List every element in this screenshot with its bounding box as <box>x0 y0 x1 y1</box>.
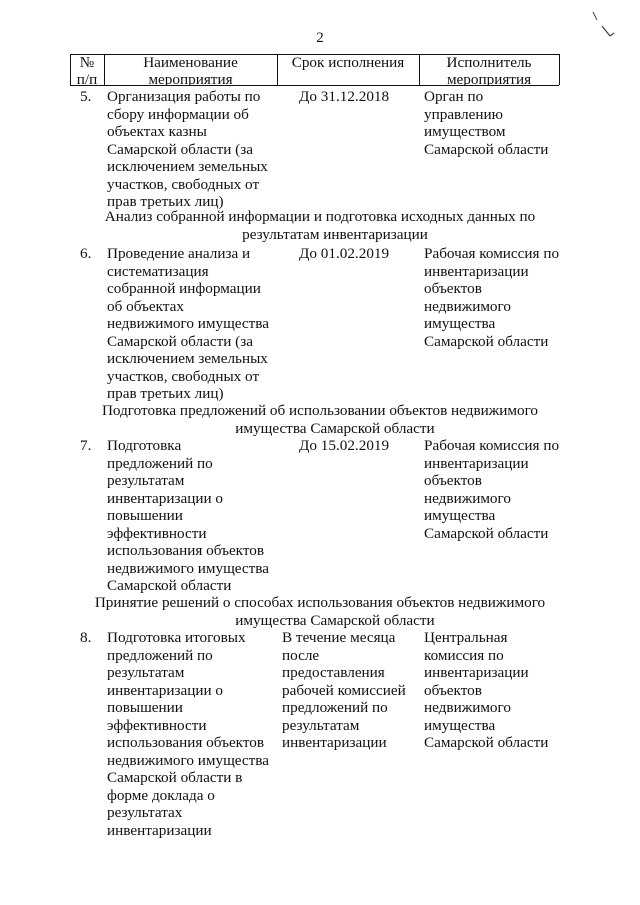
executor-line: инвентаризации <box>424 454 529 472</box>
executor-line: Самарской области <box>424 524 549 542</box>
activity-line: инвентаризации <box>107 821 212 839</box>
executor-line: инвентаризации <box>424 262 529 280</box>
activity-line: исключением земельных <box>107 158 268 175</box>
activity-line: результатах <box>107 804 183 821</box>
header-number-line: № <box>79 54 95 71</box>
activity-line: инвентаризации о <box>107 489 224 507</box>
deadline-line: результатам <box>282 716 360 734</box>
activity-line: об объектах <box>107 297 184 315</box>
row-number: 7. <box>80 437 92 454</box>
row-executor <box>424 245 569 350</box>
activity-line: Самарской области в <box>107 769 243 786</box>
section-heading-line: Принятие решений о способах использования объектов недвижимого <box>94 594 546 611</box>
section-heading <box>0 594 640 629</box>
executor-line: управлению <box>424 105 503 123</box>
executor-line: имущества <box>424 716 496 734</box>
row-activity <box>107 437 277 595</box>
activity-line: Самарской области (за <box>107 140 253 158</box>
activity-line: прав третьих лиц) <box>107 193 224 210</box>
deadline-line: инвентаризации <box>282 734 387 751</box>
header-number-cell <box>70 54 104 86</box>
section-heading-line: Подготовка предложений об использовании объектов недвижимого <box>101 402 539 419</box>
row-activity <box>107 245 277 403</box>
row-executor <box>424 437 569 542</box>
executor-line: Рабочая комиссия по <box>424 245 560 262</box>
page-number: 2 <box>316 30 324 46</box>
executor-line: объектов <box>424 280 482 297</box>
header-term-cell <box>277 54 419 86</box>
row-deadline <box>299 245 439 263</box>
row-number: 5. <box>80 88 92 105</box>
row-deadline <box>299 437 439 455</box>
activity-line: объектах казны <box>107 123 207 140</box>
activity-line: исключением земельных <box>107 350 268 367</box>
activity-line: участков, свободных от <box>107 367 260 385</box>
executor-line: имущества <box>424 507 496 524</box>
row-number: 6. <box>80 245 92 262</box>
header-executor-line: Исполнитель <box>446 54 532 71</box>
row-number: 8. <box>80 629 92 646</box>
section-heading-line: Анализ собранной информации и подготовка исходных данных по <box>104 208 536 225</box>
row-activity <box>107 88 277 211</box>
executor-line: объектов <box>424 472 482 489</box>
section-heading <box>0 208 640 243</box>
activity-line: эффективности <box>107 716 207 734</box>
activity-line: Проведение анализа и <box>107 245 251 262</box>
activity-line: участков, свободных от <box>107 175 260 193</box>
row-executor <box>424 88 569 158</box>
executor-line: Самарской области <box>424 140 549 158</box>
header-executor-cell <box>419 54 559 86</box>
section-heading-line: результатам инвентаризации <box>242 225 428 243</box>
table-header <box>70 54 560 86</box>
activity-line: повышении <box>107 507 183 524</box>
activity-line: результатам <box>107 664 185 681</box>
deadline-line: До 31.12.2018 <box>299 88 390 105</box>
activity-line: систематизация <box>107 262 209 280</box>
deadline-line: До 01.02.2019 <box>299 245 390 262</box>
activity-line: инвентаризации о <box>107 681 224 699</box>
executor-line: Самарской области <box>424 332 549 350</box>
deadline-line: В течение месяца <box>282 629 396 646</box>
row-executor <box>424 629 569 752</box>
executor-line: инвентаризации <box>424 664 529 681</box>
header-name-cell <box>104 54 277 86</box>
row-deadline <box>282 629 422 752</box>
header-executor-line: мероприятия <box>446 71 532 86</box>
header-name-line: Наименование <box>143 54 238 71</box>
deadline-line: после <box>282 646 320 664</box>
activity-line: недвижимого имущества <box>107 315 269 332</box>
executor-line: Центральная <box>424 629 508 646</box>
activity-line: результатам <box>107 472 185 489</box>
activity-line: повышении <box>107 699 183 716</box>
executor-line: имуществом <box>424 123 506 140</box>
activity-line: использования объектов <box>107 542 265 559</box>
executor-line: комиссия по <box>424 646 504 664</box>
activity-line: предложений по <box>107 646 213 664</box>
executor-line: Орган по <box>424 88 484 105</box>
activity-line: форме доклада о <box>107 786 215 804</box>
activity-line: Самарской области <box>107 577 232 594</box>
row-activity <box>107 629 277 839</box>
row-deadline <box>299 88 439 106</box>
activity-line: Организация работы по <box>107 88 261 105</box>
header-term-line: Срок исполнения <box>291 54 405 71</box>
corner-scratch-mark <box>588 10 618 40</box>
executor-line: Рабочая комиссия по <box>424 437 560 454</box>
activity-line: эффективности <box>107 524 207 542</box>
executor-line: недвижимого <box>424 489 511 507</box>
activity-line: Подготовка итоговых <box>107 629 246 646</box>
executor-line: недвижимого <box>424 297 511 315</box>
activity-line: недвижимого имущества <box>107 751 269 769</box>
activity-line: сбору информации об <box>107 105 249 123</box>
activity-line: собранной информации <box>107 280 261 297</box>
executor-line: имущества <box>424 315 496 332</box>
header-number-line: п/п <box>76 71 98 86</box>
executor-line: недвижимого <box>424 699 511 716</box>
activity-line: Самарской области (за <box>107 332 253 350</box>
activity-line: предложений по <box>107 454 213 472</box>
deadline-line: предоставления <box>282 664 385 681</box>
activity-line: недвижимого имущества <box>107 559 269 577</box>
deadline-line: До 15.02.2019 <box>299 437 390 454</box>
section-heading <box>0 402 640 437</box>
executor-line: объектов <box>424 681 482 699</box>
section-heading-line: имущества Самарской области <box>235 419 435 437</box>
activity-line: Подготовка <box>107 437 182 454</box>
header-name-line: мероприятия <box>148 71 233 86</box>
section-heading-line: имущества Самарской области <box>235 611 435 629</box>
activity-line: использования объектов <box>107 734 265 751</box>
activity-line: прав третьих лиц) <box>107 385 224 402</box>
deadline-line: предложений по <box>282 699 388 716</box>
deadline-line: рабочей комиссией <box>282 681 406 699</box>
executor-line: Самарской области <box>424 734 549 751</box>
